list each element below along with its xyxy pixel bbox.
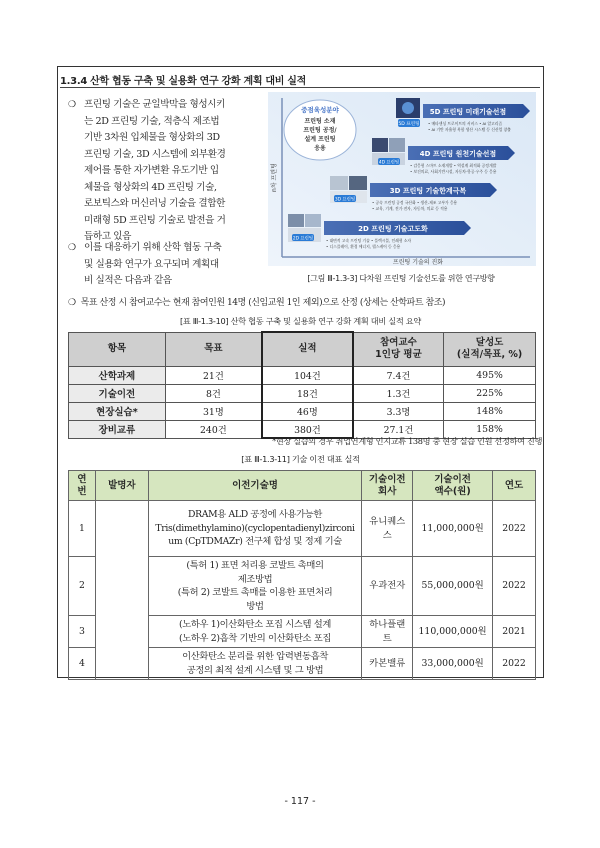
cell-no: 3 <box>69 616 96 648</box>
cloud-line: 프린팅 소재 <box>304 118 336 125</box>
cell-inventor <box>95 501 148 680</box>
bullet-mark: ❍ <box>68 243 76 253</box>
bullet-text: 이를 대응하기 위해 산학 협동 구축 및 실용화 연구가 요구되며 계획대 비 실적은 다음과 같음 <box>84 242 222 286</box>
stage-4d-desc: • 보건의료, 사회기반시설, 자동차·항공·우주 등 응용 <box>410 169 497 174</box>
bullet-mark: ❍ <box>68 100 76 110</box>
stage-3d-photo <box>349 176 367 190</box>
stage-2d-photo <box>288 214 304 227</box>
note-mark: ❍ <box>68 298 76 308</box>
cell-tech-name: (노하우 1)이산화탄소 포집 시스템 설계 (노하우 2)흡착 기반의 이산화탄소 포집 <box>148 616 362 648</box>
stage-5d-label: 5D 프린팅 미래기술선점 <box>429 108 507 116</box>
y-axis-label: n차 프린팅 <box>271 163 278 192</box>
stage-4d-desc: • 감응형 스마트 소재개발 • 역설계 최적화 공정개발 <box>410 163 497 168</box>
achievement-summary-table <box>68 331 536 439</box>
row-label: 장비교류 <box>69 420 166 438</box>
cell-rate: 225% <box>444 384 536 402</box>
stage-5d-desc: • AI 기반 자율형 복합 생산 시스템 등 신산업 창출 <box>428 127 511 132</box>
cell-average: 1.3건 <box>353 384 444 402</box>
svg-text:3D 프린팅: 3D 프린팅 <box>334 197 356 203</box>
cell-amount: 33,000,000원 <box>413 648 493 680</box>
row-label: 현장실습* <box>69 402 166 420</box>
table-header-row <box>69 332 536 366</box>
cell-target: 240건 <box>165 420 262 438</box>
stage-3d-desc: • 교육, 기계, 전기·전자, 자동차, 의료 등 적용 <box>372 206 448 211</box>
note-text: 목표 산정 시 참여교수는 현재 참여인원 14명 (신임교원 1인 제외)으로 산정 (상세는 산학파트 참조) <box>80 298 446 308</box>
cell-actual: 18건 <box>262 384 353 402</box>
cell-company: 카본밸류 <box>362 648 413 680</box>
cell-year: 2022 <box>493 557 536 616</box>
cloud-line: 설계 프린팅 <box>304 136 336 143</box>
cell-amount: 11,000,000원 <box>413 501 493 557</box>
stage-2d-desc: • 대면적 고속 프린팅 기술 • 플렉시블, 인쇄형 소자 <box>326 238 412 243</box>
cell-company: 하나플랜 트 <box>362 616 413 648</box>
printing-evolution-figure <box>268 92 536 266</box>
cell-target: 8건 <box>165 384 262 402</box>
figure-caption: [그림 Ⅲ-1.3-3] 다차원 프린팅 기술선도를 위한 연구방향 <box>307 274 495 283</box>
cloud-line: 응용 <box>314 145 326 152</box>
table-row <box>69 402 536 420</box>
x-axis-label: 프린팅 기술의 진화 <box>392 259 444 266</box>
tech-transfer-table <box>68 470 536 680</box>
cell-year: 2021 <box>493 616 536 648</box>
bullet-text: 프린팅 기술은 균일박막을 형성시키 는 2D 프린팅 기술, 적층식 제조법 기반 3차원 입체물을 형상화의 3D 프린팅 기술, 3D 시스템에 외부환경 제어를 통한 자가변환 유도기반 입 체물을 형상화의 4D 프린팅 기술, 로보틱스와 머신러닝 기술을 결합한 미래형 5D 프린팅 기술로 발전을 거 듭하고 있음 <box>84 99 226 242</box>
stage-2d-label: 2D 프린팅 기술고도화 <box>358 225 428 233</box>
cell-target: 21건 <box>165 366 262 384</box>
stage-4d-photo <box>372 138 388 152</box>
cell-year: 2022 <box>493 501 536 557</box>
target-note <box>68 295 445 308</box>
header-amount: 기술이전 액수(원) <box>413 471 493 501</box>
cell-actual: 46명 <box>262 402 353 420</box>
cell-rate: 495% <box>444 366 536 384</box>
table-header-row <box>69 471 536 501</box>
header-achievement: 달성도 (실적/목표, %) <box>444 332 536 366</box>
cloud-title: 중점육성분야 <box>301 106 339 114</box>
header-year: 연도 <box>493 471 536 501</box>
stage-3d-photo <box>330 176 348 190</box>
svg-text:5D 프린팅: 5D 프린팅 <box>398 122 420 127</box>
stage-5d-desc: • 메타센싱 트로이트의 서비스 • AI 알고리즘 <box>428 121 503 126</box>
bullet-response <box>68 240 273 290</box>
cell-average: 7.4건 <box>353 366 444 384</box>
svg-text:4D 프린팅: 4D 프린팅 <box>378 160 400 166</box>
cell-average: 3.3명 <box>353 402 444 420</box>
cloud-line: 프린팅 공정/ <box>303 127 337 134</box>
stage-3d-label: 3D 프린팅 기술한계극복 <box>389 187 467 195</box>
header-per-professor: 참여교수 1인당 평균 <box>353 332 444 366</box>
header-tech-name: 이전기술명 <box>148 471 362 501</box>
cell-rate: 148% <box>444 402 536 420</box>
cell-no: 4 <box>69 648 96 680</box>
evolution-diagram <box>268 92 536 266</box>
cell-tech-name: 이산화탄소 분리를 위한 압력변동흡착 공정의 최적 설계 시스템 및 그 방법 <box>148 648 362 680</box>
cell-rate: 158% <box>444 420 536 438</box>
cell-actual: 104건 <box>262 366 353 384</box>
stage-4d-photo <box>389 138 405 152</box>
cell-actual: 380건 <box>262 420 353 438</box>
header-target: 목표 <box>165 332 262 366</box>
stage-4d-label: 4D 프린팅 원천기술선점 <box>419 150 497 158</box>
cell-amount: 55,000,000원 <box>413 557 493 616</box>
table1-footnote: *현장 실습의 경우 취업연계형 인지교류 138명 중 현장 실습 인원 선정하여 진행 <box>272 436 542 446</box>
header-item: 항목 <box>69 332 166 366</box>
table2-caption: [표 Ⅲ-1.3-11] 기술 이전 대표 실적 <box>241 454 360 464</box>
bullet-printing-tech <box>68 97 273 246</box>
row-label: 기술이전 <box>69 384 166 402</box>
table-row <box>69 501 536 557</box>
cell-amount: 110,000,000원 <box>413 616 493 648</box>
cell-average: 27.1건 <box>353 420 444 438</box>
cell-no: 2 <box>69 557 96 616</box>
header-inventor: 발명자 <box>95 471 148 501</box>
cell-no: 1 <box>69 501 96 557</box>
cell-target: 31명 <box>165 402 262 420</box>
section-divider <box>60 87 540 88</box>
stage-2d-photo <box>305 214 321 227</box>
cell-company: 우과전자 <box>362 557 413 616</box>
cell-tech-name: DRAM용 ALD 공정에 사용가능한 Tris(dimethylamino)(cyclopentadienyl)zirconi um (CpTDMAZr) 전구체 합성 및 정제 기술 <box>148 501 362 557</box>
header-no: 연 번 <box>69 471 96 501</box>
row-label: 산학과제 <box>69 366 166 384</box>
header-company: 기술이전 회사 <box>362 471 413 501</box>
cell-year: 2022 <box>493 648 536 680</box>
stage-2d-desc: • 디스플레이, 환경 에너지, 헬스케어 등 응용 <box>326 244 401 249</box>
section-title: 1.3.4 산학 협동 구축 및 실용화 연구 강화 계획 대비 실적 <box>60 76 306 87</box>
table-row <box>69 384 536 402</box>
cell-company: 유니퀘스 스 <box>362 501 413 557</box>
header-actual: 실적 <box>262 332 353 366</box>
stage-3d-desc: • 공속 프린팅 공정 국산화 • 생산-제조 고부가 응용 <box>372 200 458 205</box>
table1-caption: [표 Ⅲ-1.3-10] 산학 협동 구축 및 실용화 연구 강화 계획 대비 실적 요약 <box>179 316 422 326</box>
cell-tech-name: (특허 1) 표면 처리용 코발트 촉매의 제조방법 (특허 2) 코발트 촉매를 이용한 표면처리 방법 <box>148 557 362 616</box>
table-row <box>69 366 536 384</box>
page-number: - 117 - <box>284 796 316 807</box>
svg-text:2D 프린팅: 2D 프린팅 <box>292 236 314 242</box>
